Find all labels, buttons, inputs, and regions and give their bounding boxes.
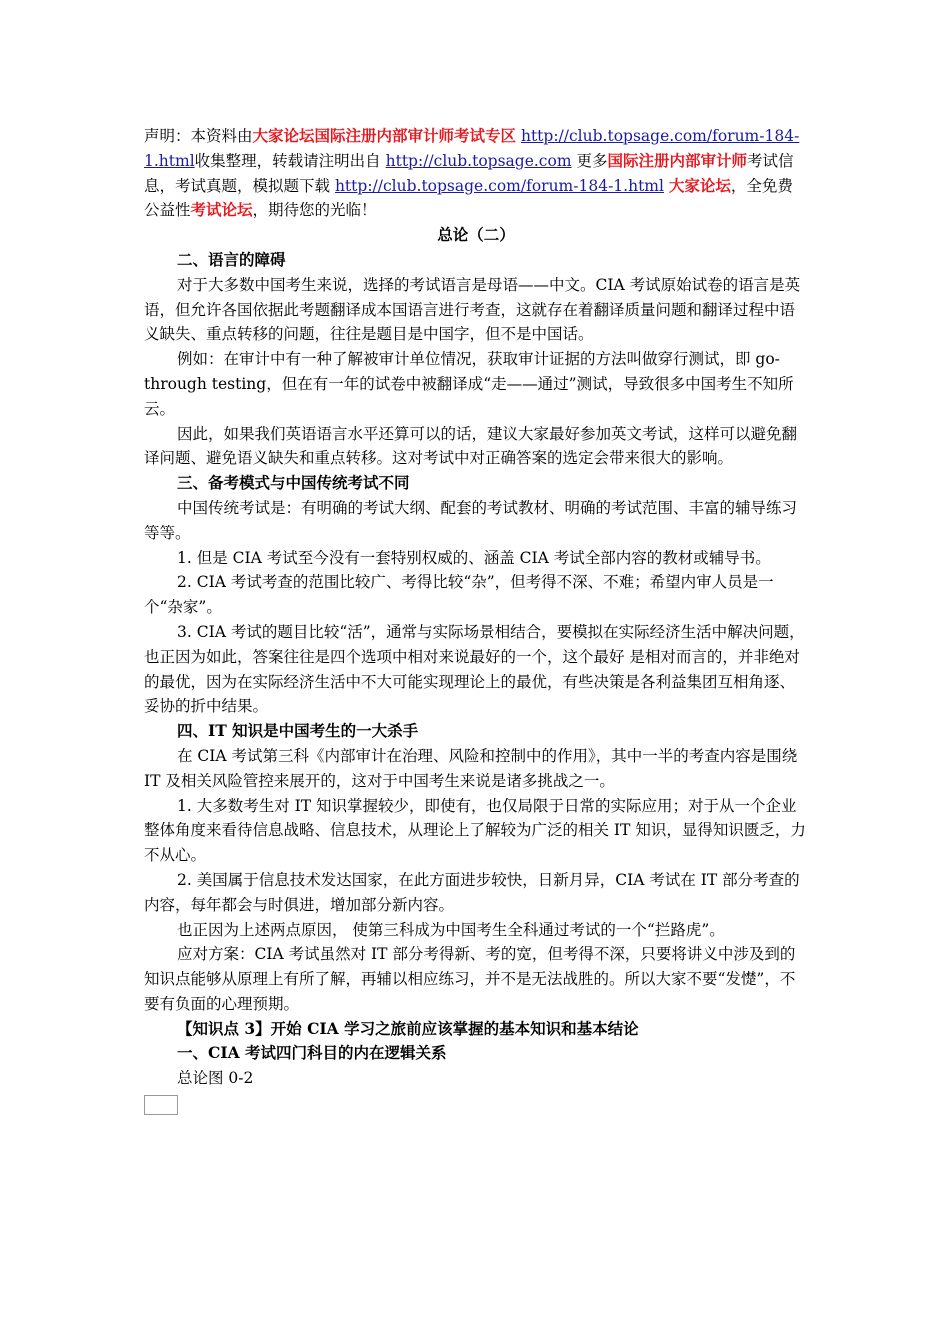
paragraph: 因此，如果我们英语语言水平还算可以的话，建议大家最好参加英文考试，这样可以避免翻译问题、避免语义缺失和重点转移。这对考试中对正确答案的选定会带来很大的影响。 — [144, 424, 798, 468]
section-heading-1: 一、CIA 考试四门科目的内在逻辑关系 — [177, 1043, 447, 1063]
list-item: 2. 美国属于信息技术发达国家，在此方面进步较快，日新月异，CIA 考试在 IT 部分考查的内容，每年都会与时俱进，增加部分新内容。 — [144, 870, 800, 914]
document-page — [144, 124, 808, 1115]
paragraph: 例如：在审计中有一种了解被审计单位情况，获取审计证据的方法叫做穿行测试，即 go-through testing，但在有一年的试卷中被翻译成“走——通过”测试，导致很多中国考生不知所云。 — [144, 350, 794, 418]
list-item: 2. CIA 考试考查的范围比较广、考得比较“杂”，但考得不深、不难；希望内审人员是一个“杂家”。 — [144, 573, 774, 617]
disclaimer-text: 收集整理，转载请注明出自 — [194, 151, 381, 170]
section-heading-3: 三、备考模式与中国传统考试不同 — [177, 473, 410, 493]
forum-tagline: 考试论坛 — [190, 200, 253, 220]
page-title: 总论（二） — [437, 225, 515, 245]
forum-link-2[interactable]: http://club.topsage.com/forum-184-1.html — [334, 176, 664, 195]
list-item: 1. 但是 CIA 考试至今没有一套特别权威的、涵盖 CIA 考试全部内容的教材或辅导书。 — [177, 548, 771, 567]
disclaimer-text: 考试信息，考试真题，模拟题下载 — [144, 151, 794, 195]
list-item: 1. 大多数考生对 IT 知识掌握较少，即使有，也仅局限于日常的实际应用；对于从一个企业整体角度来看待信息战略、信息技术，从理论上了解较为广泛的相关 IT 知识，显得知识匮乏，力不从心。 — [144, 796, 806, 865]
disclaimer-text: 声明：本资料由 — [144, 127, 253, 145]
knowledge-point-heading: 【知识点 3】开始 CIA 学习之旅前应该掌握的基本知识和基本结论 — [177, 1018, 639, 1038]
disclaimer-text: 更多 — [576, 151, 608, 170]
list-item: 3. CIA 考试的题目比较“活”，通常与实际场景相结合，要模拟在实际经济生活中解决问题，也正因为如此，答案往往是四个选项中相对来说最好的一个，这个最好 是相对而言的，并非绝对的最优，因为在实际经济生活中不大可能实现理论上的最优，有些决策是各利益集团互相角逐、妥协的折中结果。 — [144, 622, 805, 716]
paragraph: 对于大多数中国考生来说，选择的考试语言是母语——中文。CIA 考试原始试卷的语言是英语，但允许各国依据此考题翻译成本国语言进行考查，这就存在着翻译质量问题和翻译过程中语义缺失、重点转移的问题，往往是题目是中国字，但不是中国话。 — [144, 275, 801, 344]
figure-caption: 总论图 0-2 — [177, 1069, 254, 1088]
forum-link[interactable]: http://club.topsage.com/forum-184-1.html — [144, 127, 800, 170]
paragraph: 中国传统考试是：有明确的考试大纲、配套的考试教材、明确的考试范围、丰富的辅导练习等等。 — [144, 498, 798, 542]
site-link[interactable]: http://club.topsage.com — [385, 151, 572, 170]
disclaimer-text: ，期待您的光临！ — [252, 201, 377, 220]
exam-name: 国际注册内部审计师 — [607, 150, 747, 170]
disclaimer-text: ，全免费公益性 — [144, 176, 793, 220]
disclaimer — [144, 124, 808, 223]
paragraph: 也正因为上述两点原因， 使第三科成为中国考生全科通过考试的一个“拦路虎”。 — [177, 920, 725, 939]
figure-placeholder — [144, 1095, 178, 1115]
section-heading-4: 四、IT 知识是中国考生的一大杀手 — [177, 721, 419, 741]
forum-brand: 大家论坛 — [668, 175, 731, 195]
paragraph: 应对方案：CIA 考试虽然对 IT 部分考得新、考的宽，但考得不深，只要将讲义中涉及到的知识点能够从原理上有所了解，再辅以相应练习，并不是无法战胜的。所以大家不要“发憷”，不要有负面的心理预期。 — [144, 945, 796, 1013]
paragraph: 在 CIA 考试第三科《内部审计在治理、风险和控制中的作用》，其中一半的考查内容是围绕 IT 及相关风险管控来展开的，这对于中国考生来说是诸多挑战之一。 — [144, 746, 798, 790]
section-heading-2: 二、语言的障碍 — [177, 249, 286, 269]
forum-name: 大家论坛国际注册内部审计师考试专区 — [252, 126, 517, 145]
